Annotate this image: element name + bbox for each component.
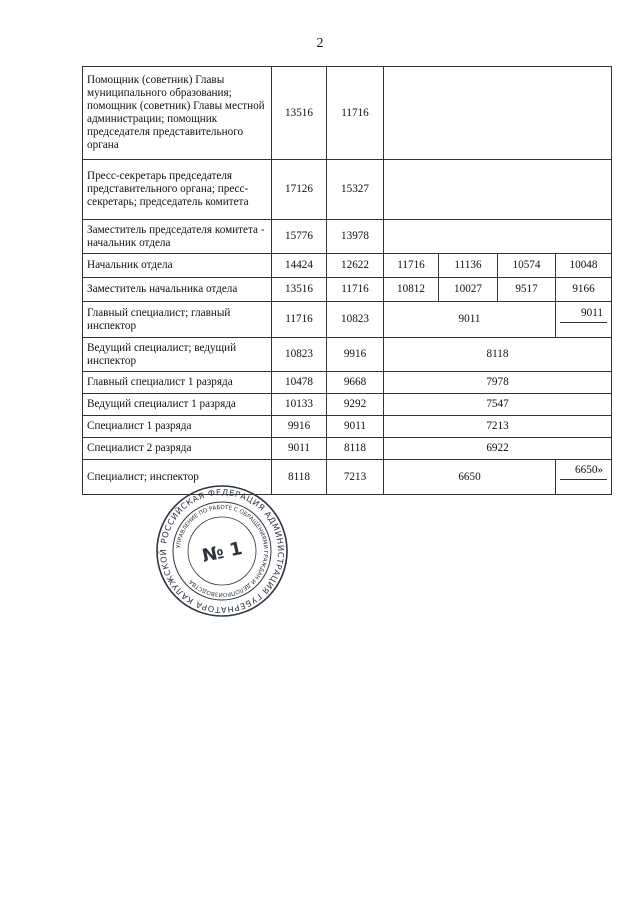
value-cell: 9292 — [327, 394, 384, 416]
value-cell: 10478 — [272, 372, 327, 394]
official-stamp — [155, 484, 289, 618]
split-cell — [556, 460, 612, 495]
table-row — [83, 302, 612, 338]
table-row — [83, 438, 612, 460]
split-cell — [556, 302, 612, 338]
value-cell: 11716 — [327, 278, 384, 302]
value-cell: 10823 — [327, 302, 384, 338]
value-cell: 11716 — [272, 302, 327, 338]
position-cell: Помощник (советник) Главы муниципального образования; помощник (советник) Главы местной администрации; помощник председателя представительного органа — [83, 67, 272, 160]
value-cell: 11136 — [439, 254, 498, 278]
value-cell: 17126 — [272, 160, 327, 220]
position-cell: Ведущий специалист; ведущий инспектор — [83, 338, 272, 372]
value-cell: 13516 — [272, 67, 327, 160]
value-cell: 9916 — [327, 338, 384, 372]
svg-text:УПРАВЛЕНИЕ ПО РАБОТЕ С ОБРАЩЕН: УПРАВЛЕНИЕ ПО РАБОТЕ С ОБРАЩЕНИЯМИ ГРАЖДАН И ДЕЛОПРОИЗВОДСТВА — [176, 504, 269, 598]
merged-value-cell: 7213 — [384, 416, 612, 438]
table-row — [83, 278, 612, 302]
table-row — [83, 160, 612, 220]
value-cell: 9916 — [272, 416, 327, 438]
value-cell: 6650» — [560, 462, 607, 480]
value-cell: 8118 — [327, 438, 384, 460]
value-cell: 9011 — [272, 438, 327, 460]
value-cell: 9517 — [498, 278, 556, 302]
value-cell: 15776 — [272, 220, 327, 254]
position-cell: Главный специалист 1 разряда — [83, 372, 272, 394]
empty-cell — [384, 220, 612, 254]
empty-cell — [384, 160, 612, 220]
value-cell: 10812 — [384, 278, 439, 302]
value-cell: 10048 — [556, 254, 612, 278]
position-cell: Главный специалист; главный инспектор — [83, 302, 272, 338]
value-cell: 10823 — [272, 338, 327, 372]
salary-table — [82, 66, 612, 495]
value-cell: 9166 — [556, 278, 612, 302]
table-row — [83, 67, 612, 160]
page-number: 2 — [316, 36, 324, 51]
value-cell: 12622 — [327, 254, 384, 278]
table-row — [83, 372, 612, 394]
value-cell: 7213 — [327, 460, 384, 495]
value-cell: 10027 — [439, 278, 498, 302]
merged-value-cell: 7978 — [384, 372, 612, 394]
table-row — [83, 394, 612, 416]
table-row — [83, 220, 612, 254]
value-cell: 9011 — [327, 416, 384, 438]
value-cell: 9668 — [327, 372, 384, 394]
table-row — [83, 338, 612, 372]
merged-value-cell: 9011 — [384, 302, 556, 338]
table-row — [83, 254, 612, 278]
value-cell: 10133 — [272, 394, 327, 416]
value-cell: 11716 — [384, 254, 439, 278]
merged-value-cell: 6650 — [384, 460, 556, 495]
value-cell: 14424 — [272, 254, 327, 278]
merged-value-cell: 8118 — [384, 338, 612, 372]
table-row — [83, 416, 612, 438]
position-cell: Специалист 2 разряда — [83, 438, 272, 460]
position-cell: Специалист 1 разряда — [83, 416, 272, 438]
stamp-seal-icon — [155, 484, 289, 618]
value-cell: 8118 — [272, 460, 327, 495]
value-cell: 13516 — [272, 278, 327, 302]
merged-value-cell: 6922 — [384, 438, 612, 460]
position-cell: Заместитель начальника отдела — [83, 278, 272, 302]
position-cell: Ведущий специалист 1 разряда — [83, 394, 272, 416]
value-cell: 15327 — [327, 160, 384, 220]
empty-cell — [384, 67, 612, 160]
svg-text:РОССИЙСКАЯ ФЕДЕРАЦИЯ АДМИНИСТР: РОССИЙСКАЯ ФЕДЕРАЦИЯ АДМИНИСТРАЦИЯ ГУБЕРНАТОРА КАЛУЖСКОЙ — [157, 486, 287, 616]
value-cell: 9011 — [560, 305, 607, 323]
value-cell: 13978 — [327, 220, 384, 254]
position-cell: Начальник отдела — [83, 254, 272, 278]
position-cell: Заместитель председателя комитета - начальник отдела — [83, 220, 272, 254]
value-cell: 11716 — [327, 67, 384, 160]
merged-value-cell: 7547 — [384, 394, 612, 416]
position-cell: Специалист; инспектор — [83, 460, 272, 495]
position-cell: Пресс-секретарь председателя представительного органа; пресс-секретарь; председатель комитета — [83, 160, 272, 220]
svg-text:№ 1: № 1 — [200, 537, 245, 567]
value-cell: 10574 — [498, 254, 556, 278]
